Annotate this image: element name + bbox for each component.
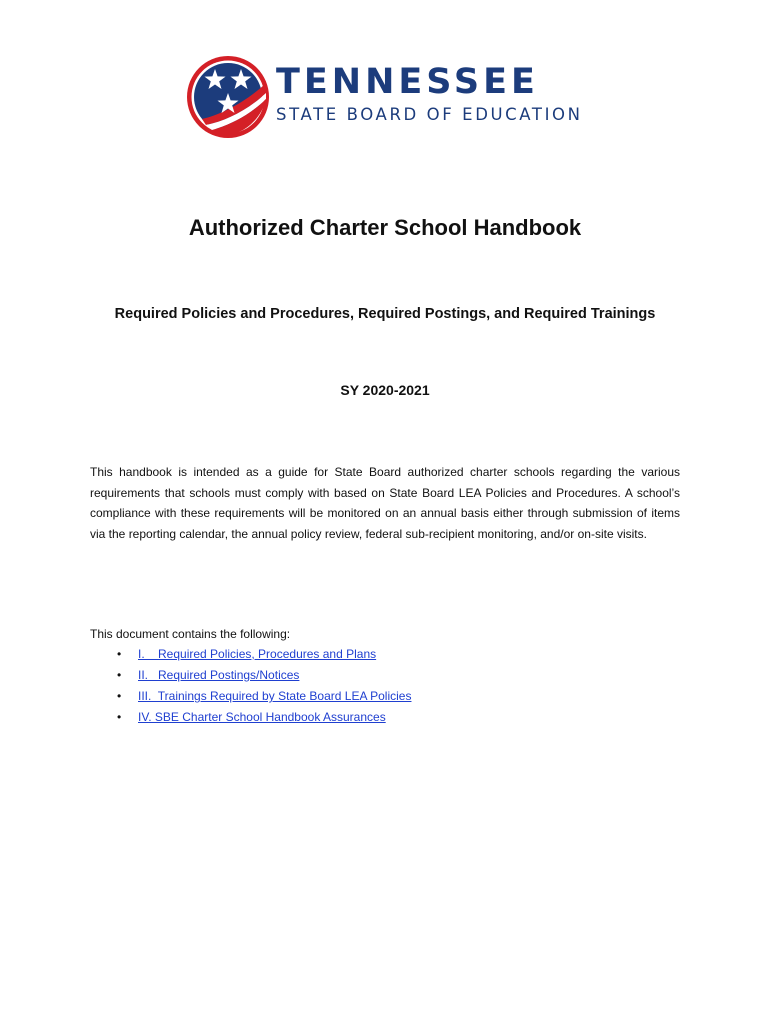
toc-item <box>90 687 411 708</box>
toc-link-postings[interactable]: II. Required Postings/Notices <box>138 668 300 682</box>
bullet-icon: • <box>117 668 122 682</box>
toc-link-trainings[interactable]: III. Trainings Required by State Board LEA Policies <box>138 689 412 703</box>
toc-link-policies[interactable]: I. Required Policies, Procedures and Plans <box>138 647 377 661</box>
document-subtitle: Required Policies and Procedures, Required Postings, and Required Trainings <box>114 306 656 322</box>
logo-wordmark-tennessee: TENNESSEE <box>276 62 539 102</box>
toc-item <box>90 645 411 666</box>
bullet-icon: • <box>117 710 122 724</box>
table-of-contents <box>90 645 411 729</box>
toc-link-assurances[interactable]: IV. SBE Charter School Handbook Assurances <box>138 710 386 724</box>
contents-label: This document contains the following: <box>90 627 291 641</box>
school-year: SY 2020-2021 <box>340 382 430 398</box>
logo-wordmark-subtitle: STATE BOARD OF EDUCATION <box>276 105 583 124</box>
document-title: Authorized Charter School Handbook <box>188 215 582 240</box>
tennessee-sbe-logo <box>186 55 586 141</box>
toc-item <box>90 708 411 729</box>
toc-item <box>90 666 411 687</box>
bullet-icon: • <box>117 647 122 661</box>
intro-paragraph: This handbook is intended as a guide for State Board authorized charter schools regarding the various requirements that schools must comply with based on State Board LEA Policies and Procedures. A school’s compliance with these requirements will be monitored on an annual basis either through submission of items via the reporting calendar, the annual policy review, federal sub-recipient monitoring, and/or on-site visits. <box>90 465 680 541</box>
bullet-icon: • <box>117 689 122 703</box>
tri-star-seal-icon <box>186 55 270 139</box>
